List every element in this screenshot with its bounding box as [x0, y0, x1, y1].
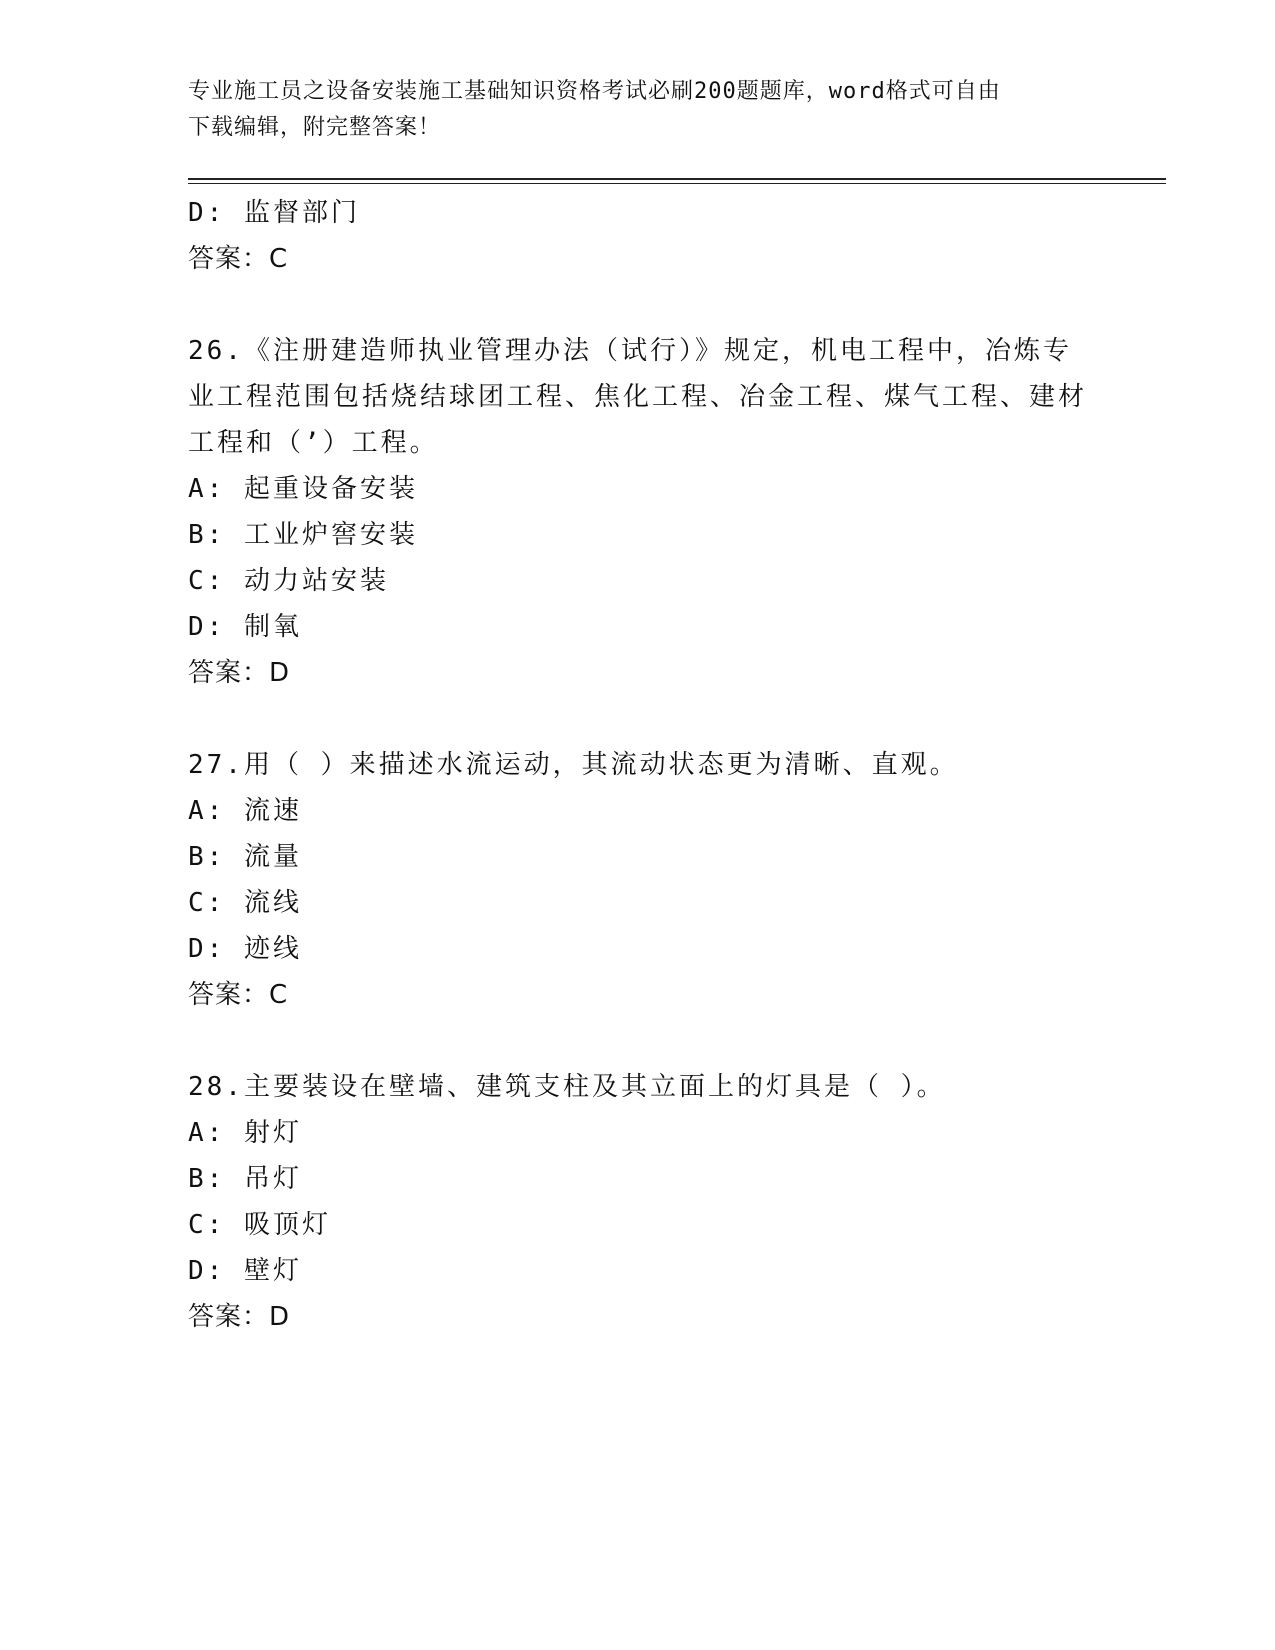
option-d: D: 制氧	[188, 612, 302, 642]
option-b: B: 流量	[188, 842, 302, 872]
question-26	[188, 328, 1088, 696]
question-28	[188, 1064, 1088, 1340]
carryover-answer: 答案：C	[188, 244, 289, 274]
option-c: C: 流线	[188, 888, 302, 918]
option-a: A: 起重设备安装	[188, 474, 418, 504]
question-stem: 27.用（ ）来描述水流运动，其流动状态更为清晰、直观。	[188, 750, 959, 780]
question-stem: 26.《注册建造师执业管理办法（试行）》规定，机电工程中，冶炼专业工程范围包括烧结球团工程、焦化工程、冶金工程、煤气工程、建材工程和（’）工程。	[188, 336, 1088, 458]
option-a: A: 流速	[188, 796, 302, 826]
question-content	[188, 190, 1088, 1340]
option-c: C: 动力站安装	[188, 566, 389, 596]
option-d: D: 迹线	[188, 934, 302, 964]
answer: 答案：D	[188, 1302, 291, 1332]
spacer	[188, 1018, 1088, 1064]
option-b: B: 工业炉窖安装	[188, 520, 418, 550]
page-header	[188, 74, 1088, 146]
question-27	[188, 742, 1088, 1018]
question-stem: 28.主要装设在壁墙、建筑支柱及其立面上的灯具是（ ）。	[188, 1072, 946, 1102]
header-line-1: 专业施工员之设备安装施工基础知识资格考试必刷200题题库，word格式可自由	[188, 79, 1001, 104]
option-c: C: 吸顶灯	[188, 1210, 331, 1240]
option-b: B: 吊灯	[188, 1164, 302, 1194]
option-d: D: 壁灯	[188, 1256, 302, 1286]
spacer	[188, 282, 1088, 328]
header-divider	[188, 178, 1166, 184]
answer: 答案：D	[188, 658, 291, 688]
carryover-option-d: D: 监督部门	[188, 198, 360, 228]
spacer	[188, 696, 1088, 742]
answer: 答案：C	[188, 980, 289, 1010]
option-a: A: 射灯	[188, 1118, 302, 1148]
header-line-2: 下载编辑，附完整答案！	[188, 115, 442, 140]
